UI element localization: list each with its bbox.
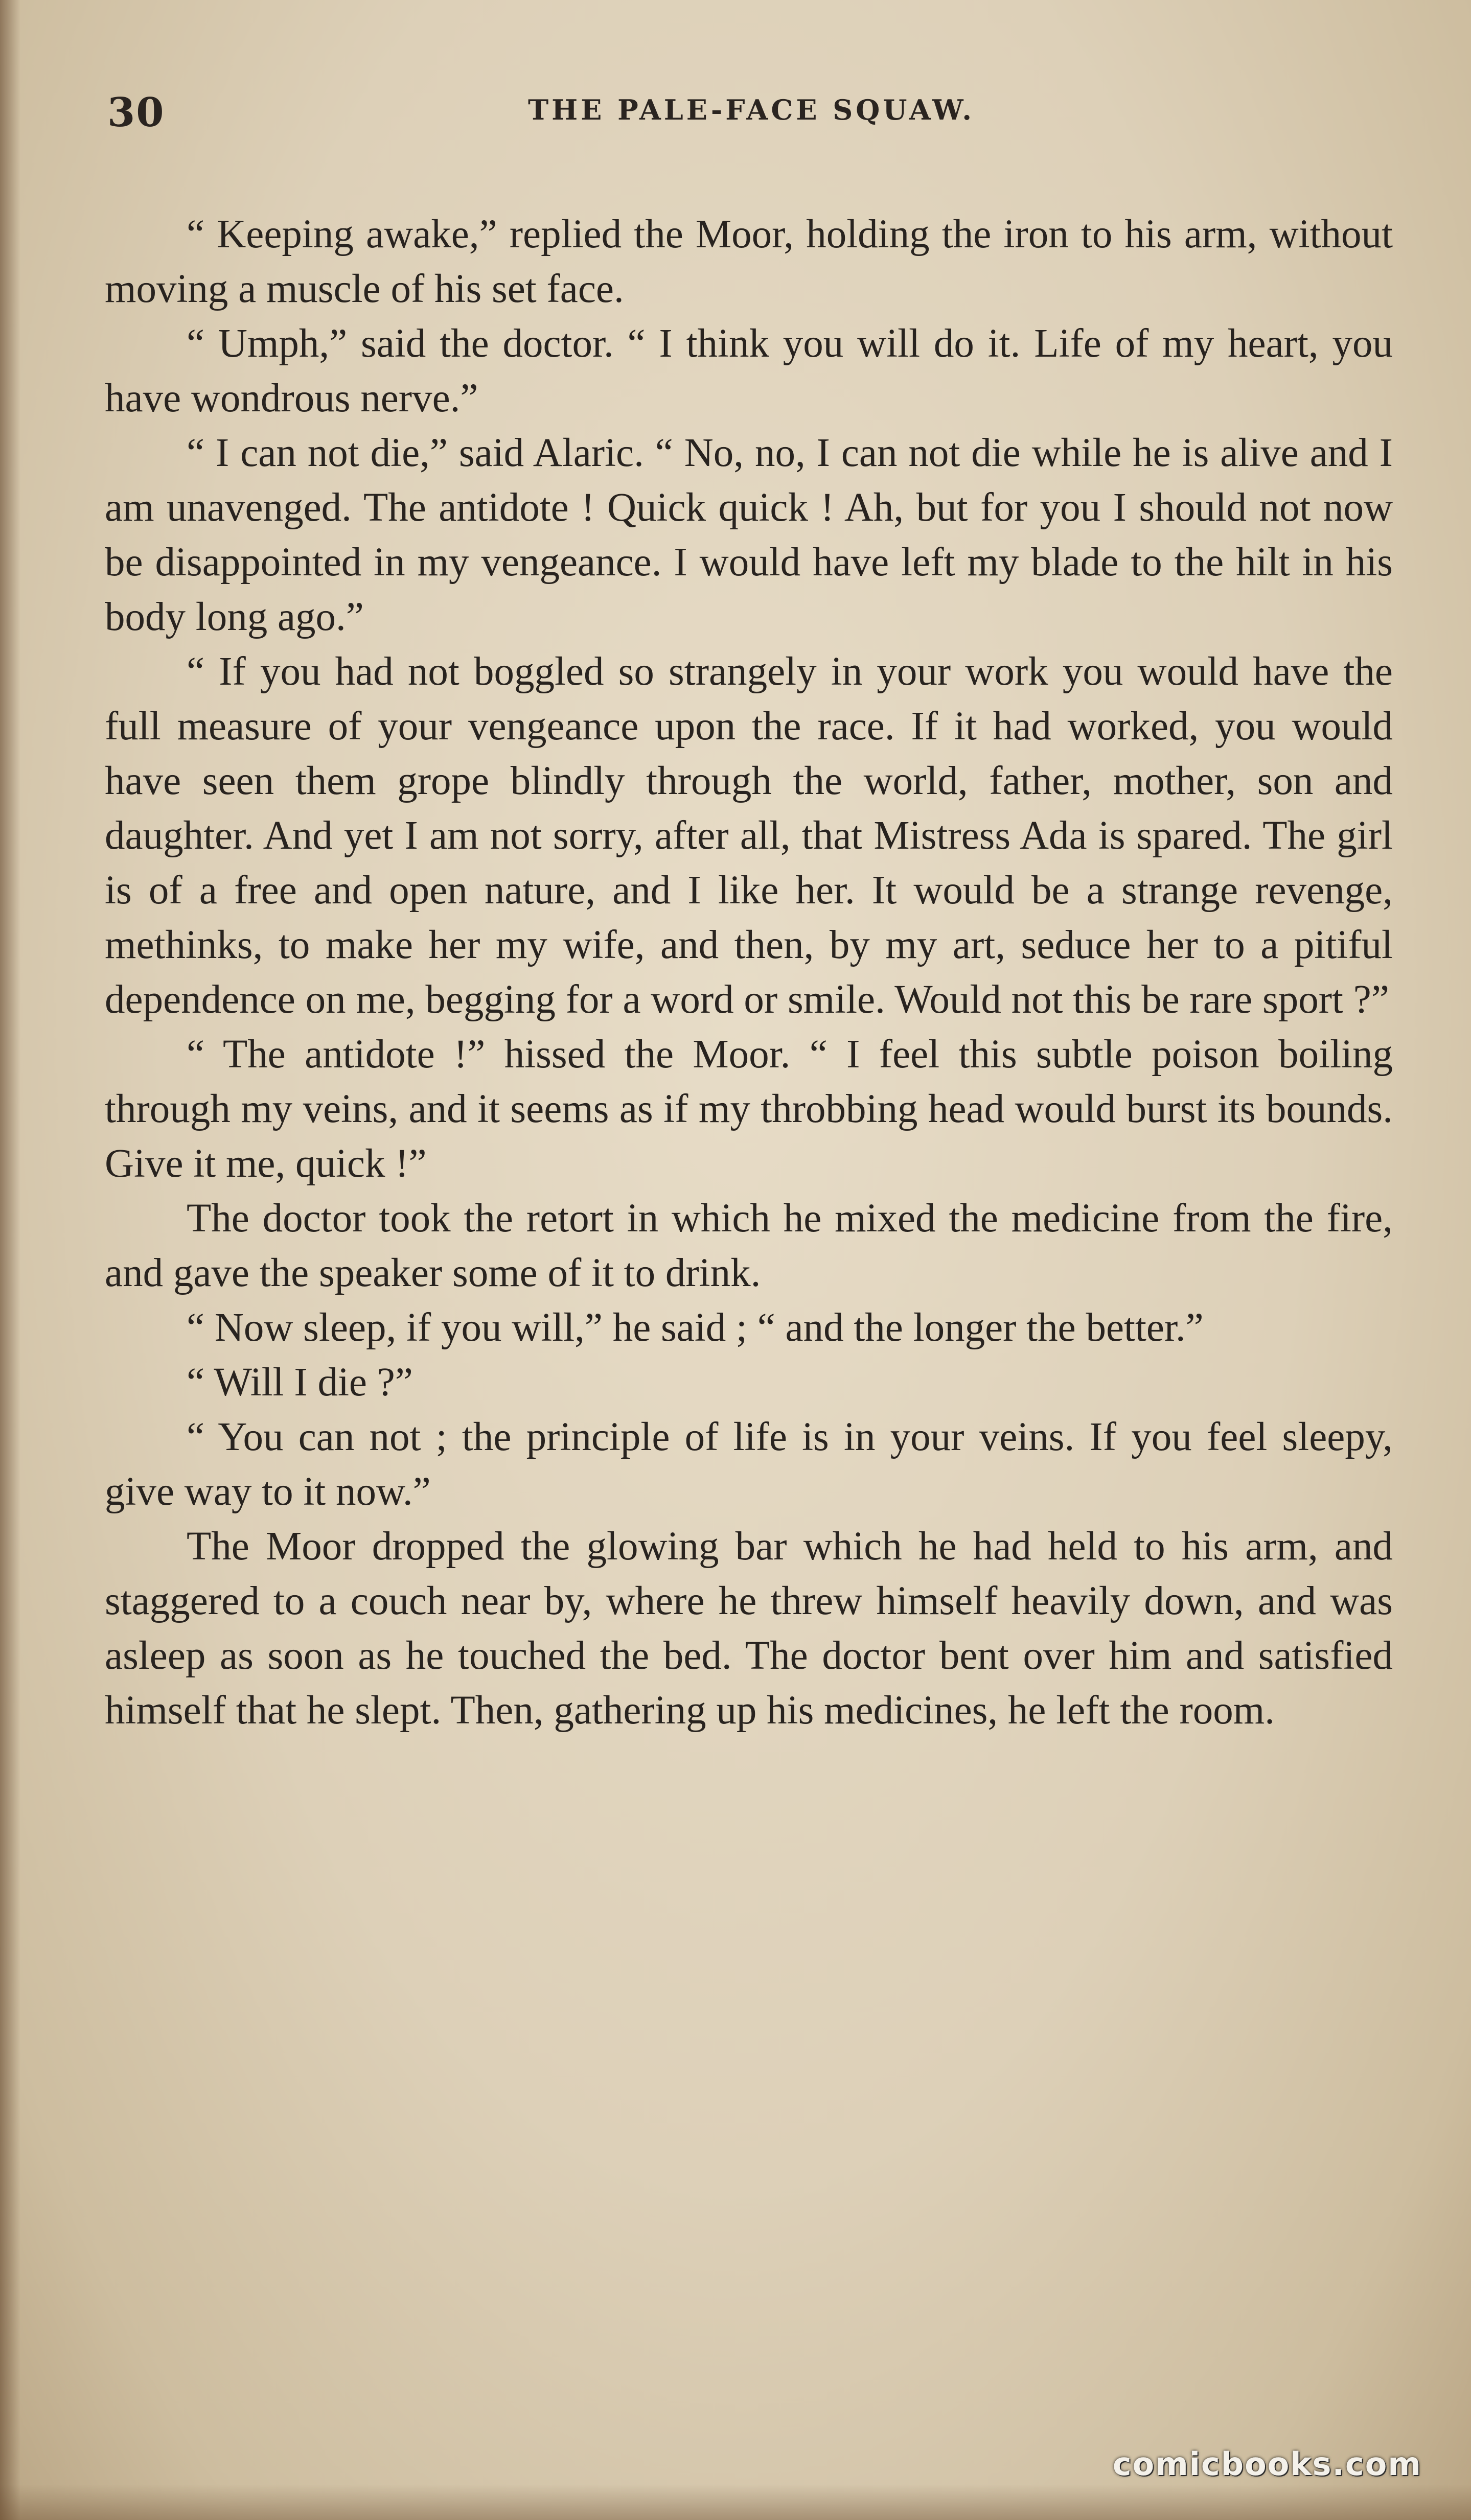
page-body (105, 207, 1393, 1738)
paragraph: “ The antidote !” hissed the Moor. “ I feel this subtle poison boiling through my veins, and it seems as if my throbbing head would burst its bounds. Give it me, quick !” (105, 1032, 1393, 1186)
paragraph: “ Will I die ?” (187, 1360, 413, 1405)
page-bottom-shadow (0, 2484, 1471, 2520)
paragraph: “ Now sleep, if you will,” he said ; “ and the longer the better.” (187, 1305, 1204, 1350)
paragraph: The Moor dropped the glowing bar which he had held to his arm, and staggered to a couch near by, where he threw himself heavily down, and was asleep as soon as he touched the bed. The doctor bent over him and satisfied himself that he slept. Then, gathering up his medicines, he left the room. (105, 1524, 1393, 1733)
paragraph: “ I can not die,” said Alaric. “ No, no, I can not die while he is alive and I am unavenged. The antidote ! Quick quick ! Ah, but for you I should not now be disappointed in my vengeance. I would have left my blade to the hilt in his body long ago.” (105, 431, 1393, 639)
paragraph: “ If you had not boggled so strangely in your work you would have the full measure of your vengeance upon the race. If it had worked, you would have seen them grope blindly through the world, father, mother, son and daughter. And yet I am not sorry, after all, that Mistress Ada is spared. The girl is of a free and open nature, and I like her. It would be a strange revenge, methinks, to make her my wife, and then, by my art, seduce her to a pitiful dependence on me, begging for a word or smile. Would not this be rare sport ?” (105, 649, 1393, 1022)
page-edge-shadow (0, 0, 20, 2520)
paragraph: “ Keeping awake,” replied the Moor, holding the iron to his arm, without moving a muscle of his set face. (105, 212, 1393, 311)
page-number: 30 (107, 89, 165, 136)
running-title: THE PALE-FACE SQUAW. (528, 94, 975, 126)
page-header (107, 89, 1395, 151)
site-watermark: comicbooks.com (1112, 2445, 1422, 2483)
paragraph: “ Umph,” said the doctor. “ I think you will do it. Life of my heart, you have wondrous nerve.” (105, 321, 1393, 421)
paragraph: “ You can not ; the principle of life is in your veins. If you feel sleepy, give way to it now.” (105, 1415, 1393, 1514)
paragraph: The doctor took the retort in which he mixed the medicine from the fire, and gave the speaker some of it to drink. (105, 1196, 1393, 1295)
